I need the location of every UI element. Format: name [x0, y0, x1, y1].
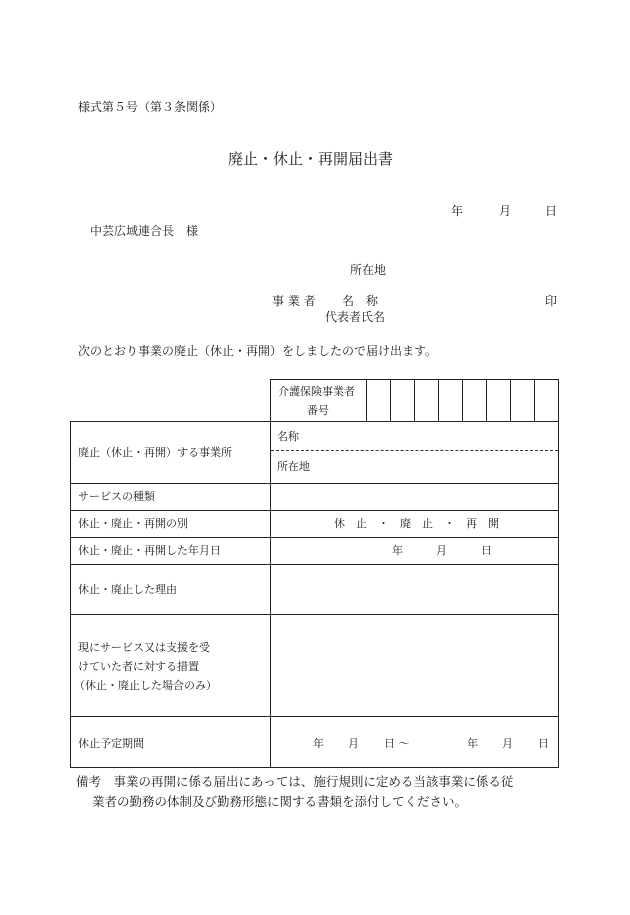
period-start-day: 日 〜	[384, 737, 410, 750]
action-date-label: 休止・廃止・再開した年月日	[78, 544, 221, 557]
category-label: 休止・廃止・再開の別	[78, 517, 188, 530]
measures-label-line-2: けていた者に対する措置	[78, 660, 199, 673]
provider-number-label-2: 番号	[307, 404, 329, 417]
period-end-year: 年	[467, 737, 478, 750]
service-type-label: サービスの種類	[78, 490, 155, 503]
facility-location-label: 所在地	[277, 460, 310, 473]
date-year: 年	[451, 204, 464, 218]
applicant-name-label: 名 称	[342, 294, 379, 308]
date-month: 月	[499, 204, 512, 218]
facility-name-label: 名称	[277, 430, 299, 443]
applicant-location-label: 所在地	[350, 263, 387, 277]
remarks-line-1: 備考 事業の再開に係る届出にあっては、施行規則に定める当該事業に係る従	[76, 774, 514, 789]
date-day: 日	[545, 204, 558, 218]
provider-number-label: 介護保険事業者	[278, 385, 355, 398]
representative-name-label: 代表者氏名	[325, 310, 386, 324]
period-end-month: 月	[502, 737, 513, 750]
reason-label: 休止・廃止した理由	[78, 583, 177, 596]
action-date-day: 日	[481, 544, 492, 557]
facility-label: 廃止（休止・再開）する事業所	[78, 446, 232, 459]
measures-label-line-1: 現にサービス又は支援を受	[78, 641, 210, 654]
addressee: 中芸広域連合長 様	[90, 224, 199, 238]
period-start-year: 年	[313, 737, 324, 750]
period-end-day: 日	[538, 737, 549, 750]
seal-mark: 印	[545, 294, 558, 308]
category-options: 休 止 ・ 廃 止 ・ 再 開	[334, 517, 499, 530]
suspension-period-label: 休止予定期間	[78, 737, 144, 750]
document-title: 廃止・休止・再開届出書	[228, 150, 394, 168]
remarks-line-2: 業者の勤務の体制及び勤務形態に関する書類を添付してください。	[92, 794, 468, 809]
business-operator-label: 事 業 者	[272, 294, 316, 308]
action-date-month: 月	[436, 544, 447, 557]
intro-sentence: 次のとおり事業の廃止（休止・再開）をしましたので届け出ます。	[78, 344, 438, 358]
form-number: 様式第５号（第３条関係）	[78, 100, 223, 114]
measures-label-line-3: （休止・廃止した場合のみ）	[74, 679, 217, 692]
action-date-year: 年	[392, 544, 403, 557]
period-start-month: 月	[348, 737, 359, 750]
